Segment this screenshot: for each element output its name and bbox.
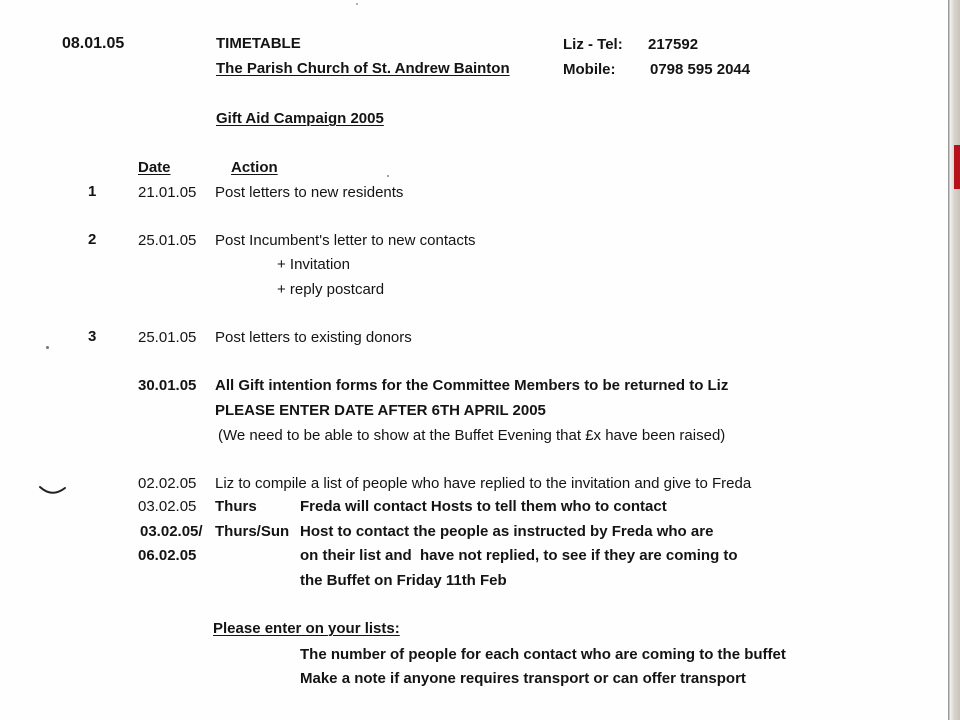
page-edge-accent xyxy=(954,145,960,189)
schedule-date: 03.02.05 xyxy=(138,498,197,515)
step-action: Post letters to existing donors xyxy=(215,329,412,346)
step-number: 2 xyxy=(88,231,97,248)
church-name: The Parish Church of St. Andrew Bainton xyxy=(216,60,510,77)
schedule-date: 06.02.05 xyxy=(138,547,197,564)
mobile-number: 0798 595 2044 xyxy=(650,61,751,78)
tel-number: 217592 xyxy=(648,36,699,53)
scan-mark xyxy=(38,484,68,498)
step-enclosure: + Invitation xyxy=(277,256,350,273)
campaign-title: Gift Aid Campaign 2005 xyxy=(216,110,384,127)
schedule-action: Freda will contact Hosts to tell them who to contact xyxy=(300,498,667,515)
deadline-note: (We need to be able to show at the Buffet Evening that £x have been raised) xyxy=(218,427,726,444)
document-date: 08.01.05 xyxy=(62,35,125,52)
deadline-line: All Gift intention forms for the Committee Members to be returned to Liz xyxy=(215,377,729,394)
step-number: 3 xyxy=(88,328,97,345)
step-enclosure: + reply postcard xyxy=(277,281,385,298)
schedule-date: 02.02.05 xyxy=(138,475,197,492)
scan-speck xyxy=(387,175,389,177)
schedule-day: Thurs xyxy=(215,498,257,515)
schedule-action: the Buffet on Friday 11th Feb xyxy=(300,572,507,589)
step-number: 1 xyxy=(88,183,97,200)
schedule-action: on their list and have not replied, to see if they are coming to xyxy=(300,547,738,564)
column-heading-date: Date xyxy=(138,159,171,176)
deadline-line: PLEASE ENTER DATE AFTER 6TH APRIL 2005 xyxy=(215,402,546,419)
mobile-label: Mobile: xyxy=(563,61,616,78)
schedule-date: 03.02.05/ xyxy=(140,523,203,540)
column-heading-action: Action xyxy=(231,159,278,176)
schedule-action: Host to contact the people as instructed by Freda who are xyxy=(300,523,714,540)
schedule-action: Liz to compile a list of people who have replied to the invitation and give to Freda xyxy=(215,475,752,492)
lists-note-line: The number of people for each contact who are coming to the buffet xyxy=(300,646,786,663)
lists-note-heading: Please enter on your lists: xyxy=(213,620,400,637)
scan-speck xyxy=(46,346,49,349)
page-edge-strip xyxy=(948,0,960,720)
step-action: Post letters to new residents xyxy=(215,184,404,201)
tel-label: Liz - Tel: xyxy=(563,36,623,53)
step-date: 25.01.05 xyxy=(138,329,197,346)
deadline-date: 30.01.05 xyxy=(138,377,197,394)
document-title: TIMETABLE xyxy=(216,35,301,52)
step-date: 21.01.05 xyxy=(138,184,197,201)
scan-speck xyxy=(356,3,358,5)
step-action: Post Incumbent's letter to new contacts xyxy=(215,232,476,249)
lists-note-line: Make a note if anyone requires transport or can offer transport xyxy=(300,670,746,687)
schedule-day: Thurs/Sun xyxy=(215,523,290,540)
step-date: 25.01.05 xyxy=(138,232,197,249)
